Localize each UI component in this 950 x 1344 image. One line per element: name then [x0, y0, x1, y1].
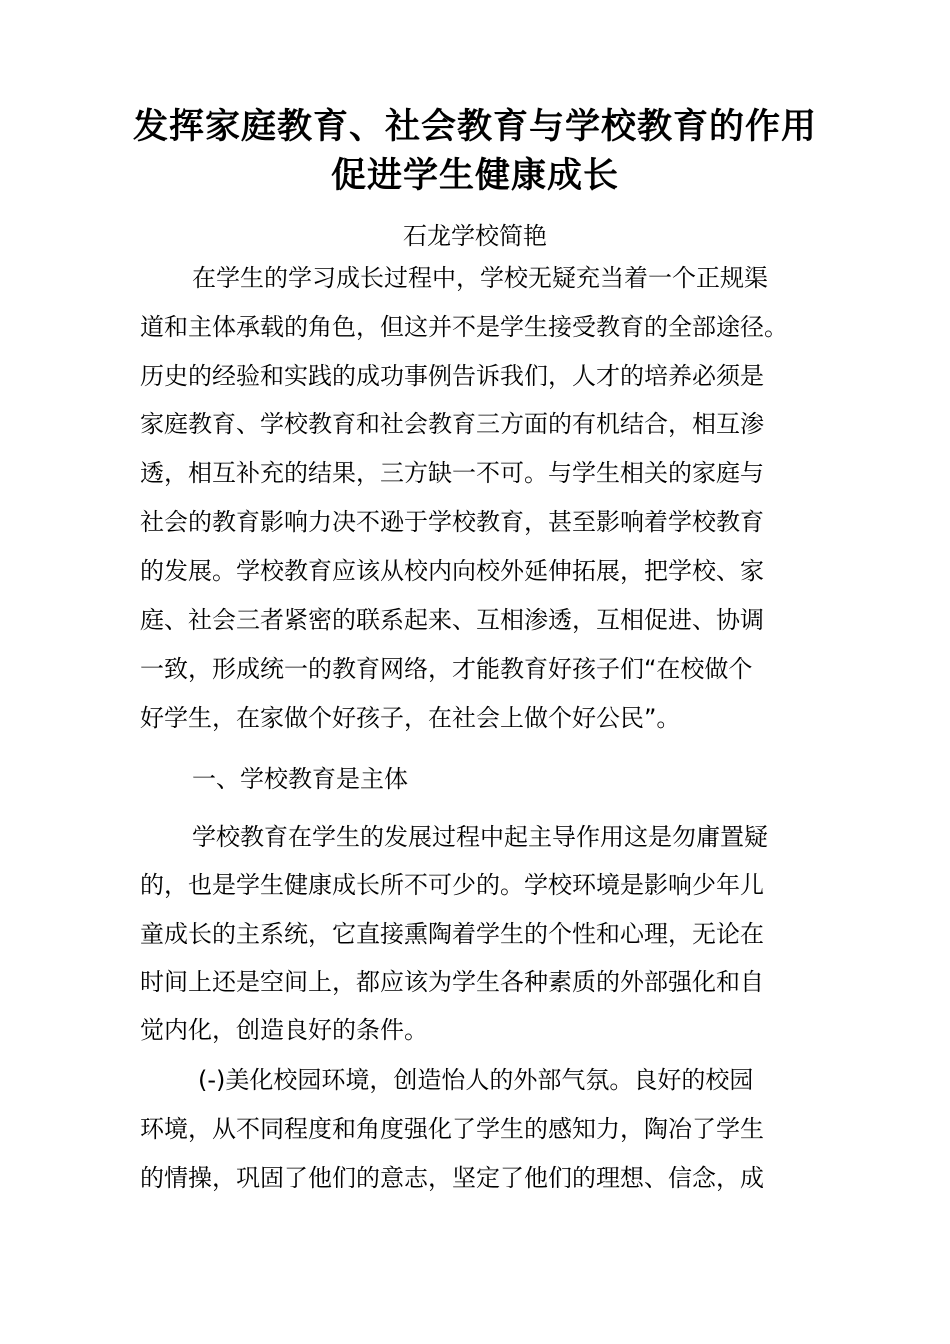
paragraph-1-line: 社会的教育影响力决不逊于学校教育，甚至影响着学校教育 [140, 508, 764, 536]
paragraph-2-line: 觉内化，创造良好的条件。 [140, 1016, 428, 1044]
paragraph-2-line: 学校教育在学生的发展过程中起主导作用这是勿庸置疑 [192, 823, 768, 851]
paragraph-3-line: 环境，从不同程度和角度强化了学生的感知力，陶冶了学生 [140, 1115, 764, 1143]
paragraph-1-line: 好学生，在家做个好孩子，在社会上做个好公民”。 [140, 704, 681, 732]
paragraph-1-line: 在学生的学习成长过程中，学校无疑充当着一个正规渠 [192, 264, 768, 292]
paragraph-1-line: 历史的经验和实践的成功事例告诉我们，人才的培养必须是 [140, 362, 764, 390]
paragraph-1-line: 的发展。学校教育应该从校内向校外延伸拓展，把学校、家 [140, 557, 764, 585]
paragraph-1-line: 庭、社会三者紧密的联系起来、互相渗透，互相促进、协调 [140, 606, 764, 634]
paragraph-1-line: 透，相互补充的结果，三方缺一不可。与学生相关的家庭与 [140, 459, 764, 487]
document-author: 石龙学校简艳 [403, 222, 547, 250]
paragraph-2-line: 童成长的主系统，它直接熏陶着学生的个性和心理，无论在 [140, 920, 764, 948]
paragraph-1-line: 家庭教育、学校教育和社会教育三方面的有机结合，相互渗 [140, 410, 764, 438]
paragraph-2-line: 的，也是学生健康成长所不可少的。学校环境是影响少年儿 [140, 871, 764, 899]
document-title-line-1: 发挥家庭教育、社会教育与学校教育的作用 [132, 106, 817, 147]
section-heading: 一、学校教育是主体 [192, 765, 408, 793]
paragraph-3-line: (-)美化校园环境，创造怡人的外部气氛。良好的校园 [198, 1066, 754, 1094]
paragraph-2-line: 时间上还是空间上，都应该为学生各种素质的外部强化和自 [140, 968, 764, 996]
document-title-line-2: 促进学生健康成长 [330, 155, 619, 196]
paragraph-1-line: 道和主体承载的角色，但这并不是学生接受教育的全部途径。 [140, 313, 788, 341]
paragraph-1-line: 一致，形成统一的教育网络，才能教育好孩子们“在校做个 [140, 655, 753, 683]
paragraph-3-line: 的情操，巩固了他们的意志，坚定了他们的理想、信念，成 [140, 1164, 764, 1192]
